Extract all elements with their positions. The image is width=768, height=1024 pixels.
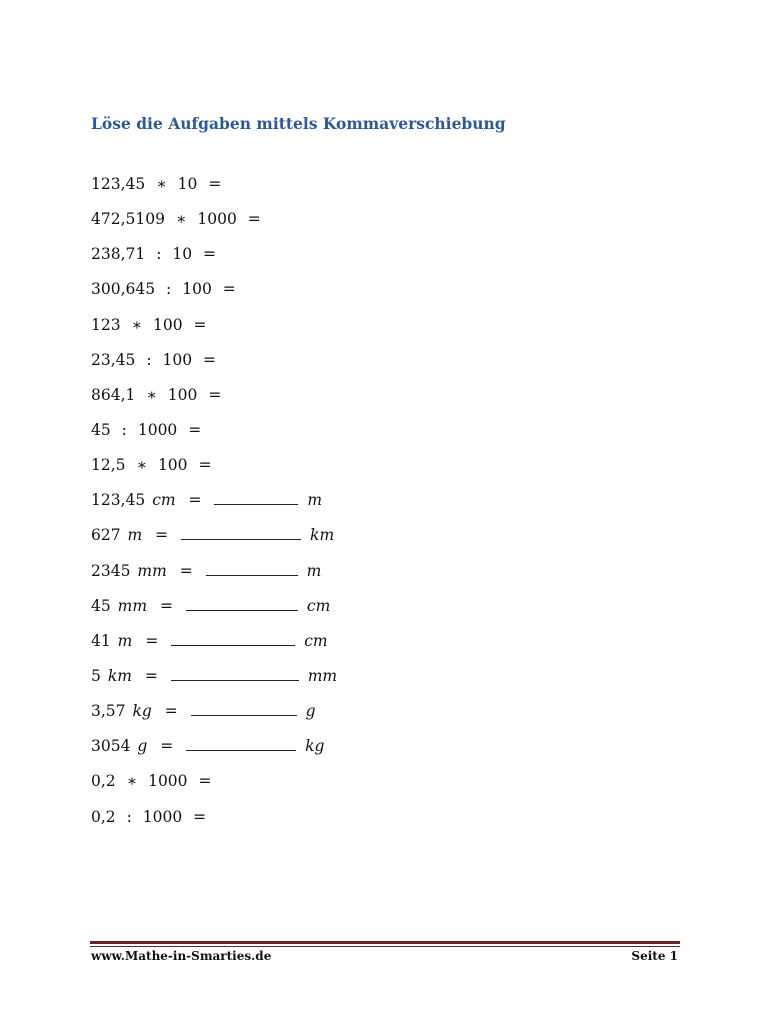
task-number: 45 [91,596,111,615]
task-number: 2345 [91,561,131,580]
answer-blank [171,666,299,681]
task-unit-from: km [107,666,132,685]
task-item [91,419,339,454]
task-unit-to: m [307,491,323,510]
task-equals: = [208,175,222,193]
task-factor: 100 [153,315,183,334]
task-item [91,278,339,313]
task-factor: 1000 [197,210,237,229]
task-factor: 100 [162,350,193,369]
answer-blank [214,490,298,505]
task-item [91,806,339,841]
footer-divider [90,941,680,944]
task-operator: ∗ [131,315,143,334]
task-item [91,700,339,735]
task-item [91,314,339,349]
task-item [91,770,339,805]
task-equals: = [193,807,207,826]
task-number: 45 [91,420,111,439]
task-unit-to: kg [305,737,325,756]
task-unit-to: cm [306,596,331,615]
answer-blank [181,525,301,540]
task-unit-from: cm [152,491,176,510]
task-equals: = [203,350,217,369]
answer-blank [186,736,296,751]
task-operator: ∗ [126,772,138,791]
task-number: 300,645 [91,280,156,299]
task-number: 5 [91,666,101,685]
task-equals: = [193,315,207,334]
task-factor: 1000 [148,772,188,791]
task-unit-to: g [305,702,316,721]
worksheet-title: Löse die Aufgaben mittels Kommaverschiebung [91,114,506,133]
task-unit-from: mm [137,561,167,580]
task-item [91,560,339,595]
task-operator: : [126,807,132,826]
task-equals: = [247,210,261,229]
task-unit-from: m [127,526,143,545]
answer-blank [186,596,298,611]
task-operator: : [121,420,127,439]
task-factor: 1000 [142,807,183,826]
task-factor: 10 [177,175,198,193]
task-item [91,595,339,630]
task-equals: = [145,631,159,650]
task-unit-from: m [117,631,133,650]
task-equals: = [144,666,158,685]
task-factor: 100 [167,385,198,404]
task-item [91,454,339,489]
task-item [91,630,339,665]
task-list [91,173,339,841]
task-factor: 10 [172,245,193,264]
answer-blank [171,631,295,646]
task-equals: = [164,702,178,721]
task-equals: = [188,420,202,439]
task-equals: = [203,245,217,264]
footer-page-number: Seite 1 [631,949,678,963]
task-factor: 100 [182,280,212,299]
task-unit-from: g [137,737,148,756]
task-equals: = [155,526,169,545]
task-factor: 100 [157,456,188,475]
task-unit-from: kg [132,702,152,721]
task-number: 41 [91,631,111,650]
task-number: 3,57 [91,702,126,721]
task-number: 123,45 [91,175,146,193]
task-number: 0,2 [91,807,116,826]
footer-website: www.Mathe-in-Smarties.de [91,949,272,963]
task-equals: = [160,596,174,615]
task-equals: = [222,280,236,299]
task-item [91,384,339,419]
answer-blank [206,561,298,576]
task-unit-to: m [306,561,322,580]
task-number: 627 [91,526,121,545]
task-operator: ∗ [136,456,147,475]
task-unit-to: cm [304,631,328,650]
task-item [91,243,339,278]
task-unit-to: mm [307,666,338,685]
task-unit-to: km [310,526,335,545]
task-item [91,735,339,770]
task-equals: = [198,772,212,791]
task-operator: : [166,280,172,299]
task-number: 23,45 [91,350,136,369]
task-item [91,349,339,384]
task-factor: 1000 [137,420,178,439]
task-number: 472,5109 [91,210,165,229]
task-number: 123,45 [91,491,146,510]
answer-blank [191,701,297,716]
task-equals: = [198,456,212,475]
task-item [91,208,339,243]
task-unit-from: mm [117,596,148,615]
task-number: 3054 [91,737,131,756]
task-operator: : [146,350,152,369]
task-number: 238,71 [91,245,146,264]
task-number: 864,1 [91,385,136,404]
task-item [91,524,339,559]
task-item [91,489,339,524]
task-number: 12,5 [91,456,126,475]
task-equals: = [160,737,174,756]
task-equals: = [208,385,222,404]
task-operator: ∗ [146,385,157,404]
task-number: 0,2 [91,772,116,791]
task-operator: ∗ [156,175,167,193]
task-item [91,665,339,700]
task-equals: = [188,491,202,510]
footer-divider-thin [90,946,680,947]
task-item [91,173,339,208]
task-equals: = [179,561,193,580]
task-operator: : [156,245,162,264]
task-operator: ∗ [175,210,187,229]
task-number: 123 [91,315,121,334]
